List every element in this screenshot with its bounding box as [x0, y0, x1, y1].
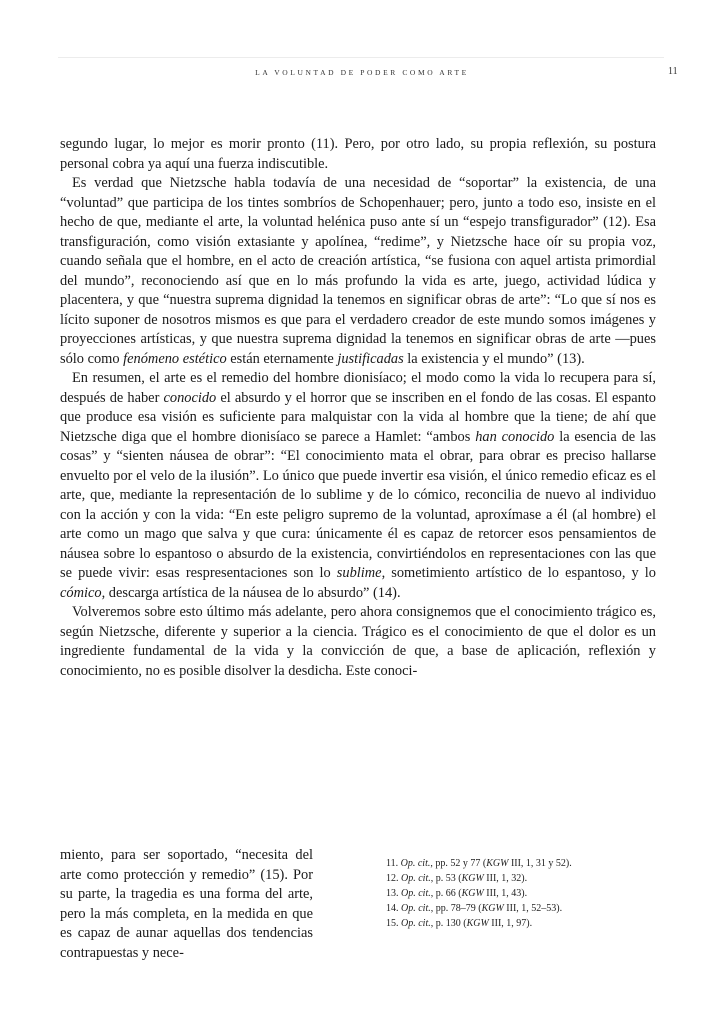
paragraph-3-text-e: , descarga artística de la náusea de lo absurdo” (14).	[101, 584, 401, 601]
emphasis-fenomeno-estetico: fenómeno estético	[123, 350, 227, 367]
paragraph-2-text-c: la existencia y el mundo” (13).	[403, 350, 585, 367]
footnote	[386, 857, 656, 870]
footnote	[386, 917, 656, 930]
footnote-number: 14.	[386, 903, 401, 914]
footnote-pages: , pp. 78–79 (	[430, 903, 482, 914]
emphasis-conocido: conocido	[163, 389, 217, 406]
footnote-tail: III, 1, 43).	[483, 888, 528, 899]
footnote-ref: Op. cit.	[401, 873, 431, 884]
emphasis-han-conocido: han conocido	[475, 428, 555, 445]
footnote-pages: , p. 66 (	[430, 888, 462, 899]
footnote-pages: , pp. 52 y 77 (	[430, 858, 487, 869]
footnote-ref: Op. cit.	[400, 858, 431, 869]
footnote-pages: , p. 130 (	[430, 918, 467, 929]
footnote-number: 11.	[386, 858, 401, 869]
paragraph-3-text-c: la esencia de las cosas” y “sienten náusea de obrar”: “El conocimiento mata el obrar, para obrar es preciso hallarse envuelto por el velo de la ilusión”. Lo único que puede invertir esa visión, el único remedio eficaz es el arte, que, mediante la representación de lo sublime y de lo cómico, reconcilia de nuevo al individuo con la acción y con la vida: “En este peligro supremo de la voluntad, aproxímase a él (al hombre) el arte como un mago que salva y que cura: únicamente él es capaz de retorcer esos pensamientos de náusea sobre lo espantoso o absurdo de la existencia, convirtiéndolos en representaciones con las que se puede vivir: esas respresentaciones son lo	[60, 428, 656, 581]
paragraph-2-text-b: están eternamente	[226, 350, 338, 367]
footnote-number: 15.	[386, 918, 401, 929]
footnote-ref: Op. cit.	[401, 888, 431, 899]
paragraph-3-text-a: En resumen, el arte es el remedio del hombre dionisíaco; el modo como la vida lo recupera para sí, después de haber	[60, 370, 656, 406]
footnote-number: 13.	[386, 888, 401, 899]
paragraph-2-text-a: Es verdad que Nietzsche habla todavía de una necesidad de “soportar” la existencia, de una “voluntad” que participa de los tintes sombríos de Schopenhauer; pero, junto a todo eso, insiste en el hecho de que, mediante el arte, la voluntad helénica puso ante sí un “espejo transfigurador” (12). Esa transfiguración, como visión extasiante y apolínea, “redime”, y Nietzsche hace oír su propia voz, cuando señala que el hombre, en el acto de creación artística, “se fusiona con aquel artista primordial del mundo”, reconociendo así que en lo más profundo la vida es arte, juego, actividad lúdica y placentera, y que “nuestra suprema dignidad la tenemos en significar obras de arte”: “Lo que sí nos es lícito suponer de nosotros mismos es que para el verdadero creador de este mundo somos imágenes y proyecciones artísticas, y que nuestra suprema dignidad la tenemos en significar obras de arte —pues sólo como	[60, 175, 656, 367]
footnote-pages: , p. 53 (	[430, 873, 462, 884]
emphasis-comico: cómico	[60, 584, 102, 601]
footnote-kgw: KGW	[481, 903, 504, 914]
footnote-tail: III, 1, 32).	[483, 873, 528, 884]
bottom-section	[60, 846, 656, 963]
footnote-kgw: KGW	[461, 873, 484, 884]
paragraph-4: Volveremos sobre esto último más adelante, pero ahora consignemos que el conocimiento trágico es, según Nietzsche, diferente y superior a la ciencia. Trágico es el conocimiento de que el dolor es un ingrediente fundamental de la vida y la convicción de que, a base de aplicación, reflexión y conocimiento, no es posible disolver la desdicha. Este conoci-	[60, 604, 656, 679]
footnote-ref: Op. cit.	[401, 903, 431, 914]
footnote-kgw: KGW	[466, 918, 489, 929]
running-head: LA VOLUNTAD DE PODER COMO ARTE	[255, 68, 469, 77]
footnote-kgw: KGW	[461, 888, 484, 899]
footnote-ref: Op. cit.	[401, 918, 431, 929]
paragraph-3-text-d: , sometimiento artístico de lo espantoso, y lo	[381, 565, 657, 581]
footnotes	[386, 857, 656, 932]
emphasis-sublime: sublime	[336, 565, 382, 581]
paragraph-4-continuation: miento, para ser soportado, “necesita del arte como protección y remedio” (15). Por su parte, la tragedia es una forma del arte, pero la más completa, en la medida en que es capaz de aunar aquellas dos tendencias contrapuestas y nece-	[60, 847, 313, 961]
body-text	[60, 135, 656, 681]
emphasis-justificadas: justificadas	[337, 350, 404, 367]
footnote-number: 12.	[386, 873, 401, 884]
paragraph-3	[60, 369, 656, 603]
page-number: 11	[668, 66, 678, 77]
footnote	[386, 887, 656, 900]
footnote-kgw: KGW	[486, 858, 509, 869]
footnote-tail: III, 1, 31 y 52).	[508, 858, 572, 869]
paragraph-1: segundo lugar, lo mejor es morir pronto (11). Pero, por otro lado, su propia reflexión, su postura personal cobra ya aquí una fuerza indiscutible.	[60, 136, 656, 172]
footnote	[386, 872, 656, 885]
footnote	[386, 902, 656, 915]
footnote-tail: III, 1, 97).	[488, 918, 533, 929]
paragraph-2	[60, 174, 656, 369]
paragraph-3-text-b: el absurdo y el horror que se inscriben en el fondo de las cosas. El espanto que produce esa visión es suficiente para malquistar con la vida al hombre que la tiene; de ahí que Nietzsche diga que el hombre dionisíaco se parece a Hamlet: “ambos	[60, 389, 656, 445]
footnote-tail: III, 1, 52–53).	[503, 903, 563, 914]
header-rule	[58, 57, 664, 58]
